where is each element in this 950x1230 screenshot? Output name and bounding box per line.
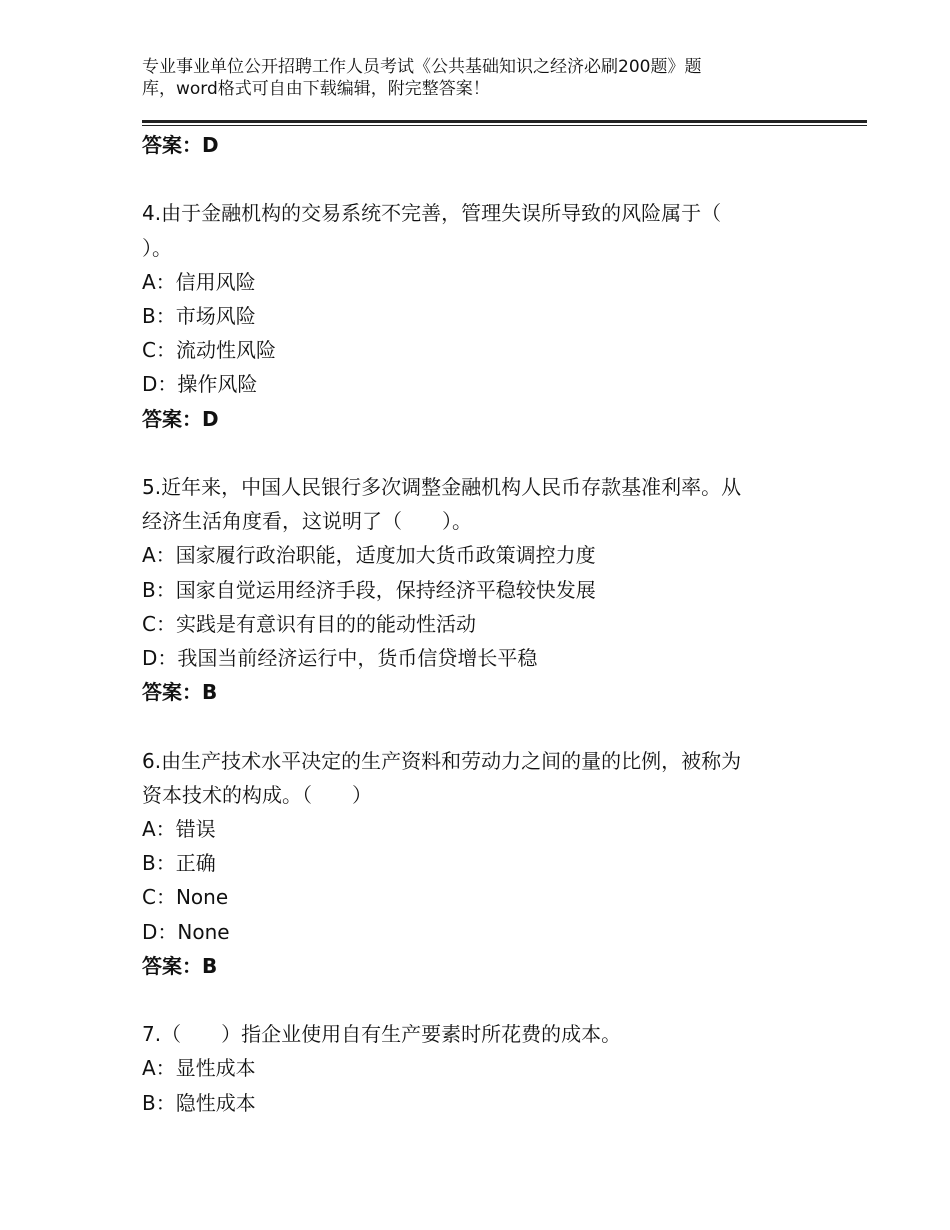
header-line-2: 库，word格式可自由下载编辑，附完整答案！ xyxy=(142,79,490,99)
option-b: B：市场风险 xyxy=(142,304,256,328)
answer-line: 答案：D xyxy=(142,406,219,431)
option-c: C：实践是有意识有目的的能动性活动 xyxy=(142,611,476,636)
question-stem: 7.（ ）指企业使用自有生产要素时所花费的成本。 xyxy=(142,1022,622,1047)
question-stem: ）。 xyxy=(142,235,172,260)
header-line-1: 专业事业单位公开招聘工作人员考试《公共基础知识之经济必刷200题》题 xyxy=(142,57,702,77)
answer-line: 答案：D xyxy=(142,133,219,157)
option-c: C：流动性风险 xyxy=(142,338,276,363)
header-rule-thin xyxy=(142,125,867,126)
question-stem: 4.由于金融机构的交易系统不完善，管理失误所导致的风险属于（ xyxy=(142,201,722,226)
option-a: A：国家履行政治职能，适度加大货币政策调控力度 xyxy=(142,543,596,568)
option-d: D：我国当前经济运行中，货币信贷增长平稳 xyxy=(142,646,538,671)
question-4 xyxy=(142,196,832,435)
option-a: A：显性成本 xyxy=(142,1056,256,1081)
answer-line: 答案：B xyxy=(142,953,218,978)
question-7 xyxy=(142,1017,832,1120)
question-stem: 5.近年来，中国人民银行多次调整金融机构人民币存款基准利率。从 xyxy=(142,475,742,499)
option-a: A：错误 xyxy=(142,817,216,842)
option-b: B：正确 xyxy=(142,851,216,876)
document-header xyxy=(142,56,822,100)
answer-line: 答案：B xyxy=(142,680,218,705)
option-d: D：None xyxy=(142,919,230,944)
header-rule-thick xyxy=(142,120,867,123)
question-stem: 6.由生产技术水平决定的生产资料和劳动力之间的量的比例，被称为 xyxy=(142,748,742,773)
question-5 xyxy=(142,470,832,709)
question-6 xyxy=(142,744,832,983)
option-b: B：隐性成本 xyxy=(142,1090,256,1115)
option-b: B：国家自觉运用经济手段，保持经济平稳较快发展 xyxy=(142,577,596,602)
option-d: D：操作风险 xyxy=(142,372,258,397)
option-a: A：信用风险 xyxy=(142,269,256,294)
question-list xyxy=(142,128,832,1120)
question-stem: 资本技术的构成。（ ） xyxy=(142,782,372,807)
question-stem: 经济生活角度看，这说明了（ ）。 xyxy=(142,509,472,534)
option-c: C：None xyxy=(142,885,229,910)
